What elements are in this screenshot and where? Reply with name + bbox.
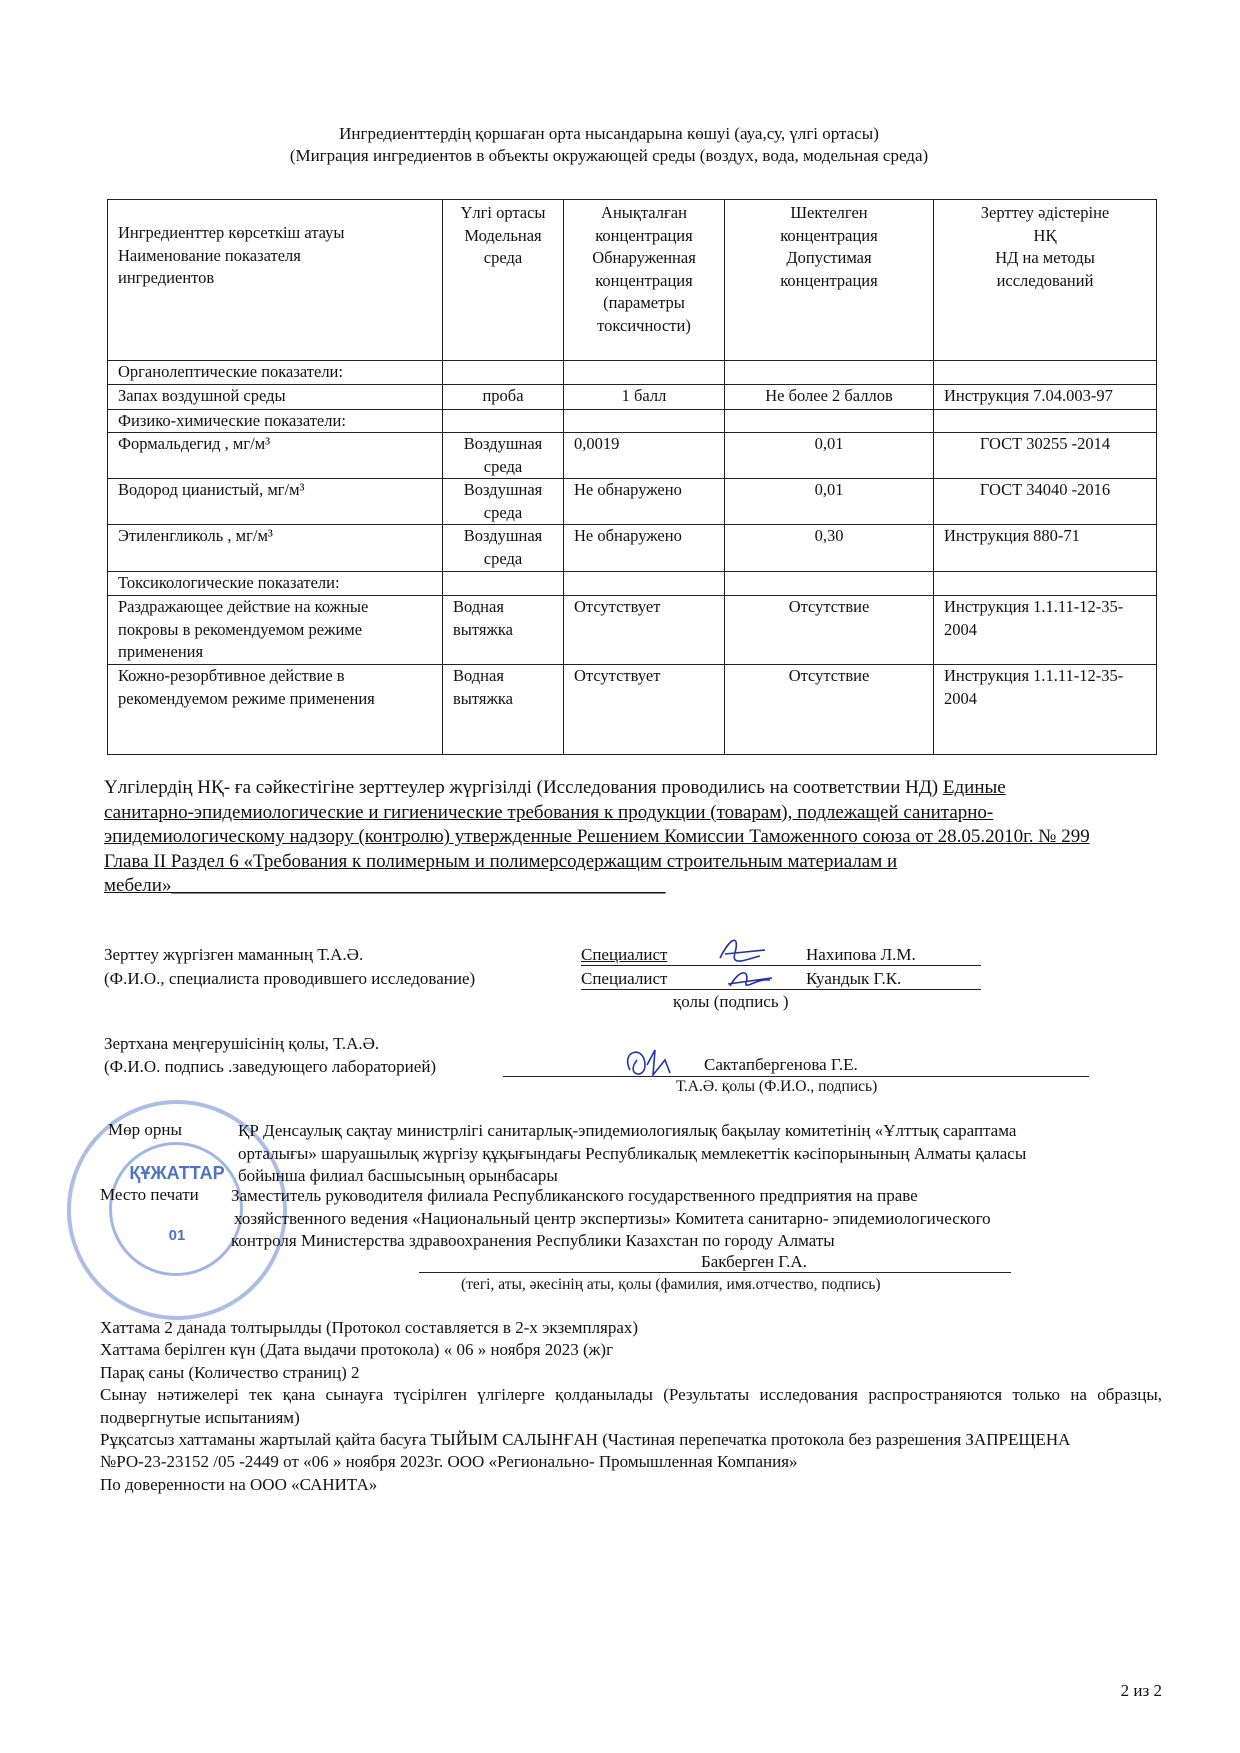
table-cell: 0,01: [725, 433, 934, 479]
seal-label-kz: Мөр орны: [108, 1120, 182, 1139]
table-cell: 0,01: [725, 479, 934, 525]
table-cell: [564, 361, 725, 385]
header-detected: Анықталған концентрация Обнаруженная концентрация (параметры токсичности): [564, 200, 725, 361]
table-cell: Формальдегид , мг/м³: [108, 433, 443, 479]
table-cell: Инструкция 7.04.003-97: [934, 384, 1157, 409]
table-cell: Не более 2 баллов: [725, 384, 934, 409]
table-cell: Воздушная среда: [443, 525, 564, 572]
page-number: 2 из 2: [1120, 1681, 1162, 1700]
table-cell: Запах воздушной среды: [108, 384, 443, 409]
signature-1-icon: [710, 928, 780, 998]
head-lab-label-ru: (Ф.И.О. подпись .заведующего лабораторией): [104, 1057, 437, 1076]
table-cell: Воздушная среда: [443, 433, 564, 479]
table-cell: Кожно-резорбтивное действие в рекомендуемом режиме применения: [108, 665, 443, 755]
table-cell: проба: [443, 384, 564, 409]
table-row: [108, 384, 1157, 409]
specialist-label-ru: (Ф.И.О., специалиста проводившего исследование): [104, 969, 476, 988]
header-name: Ингредиенттер көрсеткіш атауы Наименование показателя ингредиентов: [108, 200, 443, 361]
table-cell: 1 балл: [564, 384, 725, 409]
specialist-1: Специалист Нахипова Л.М.: [581, 945, 916, 964]
table-cell: ГОСТ 34040 -2016: [934, 479, 1157, 525]
seal-text-kz: ҚР Денсаулық сақтау министрлігі санитарлық-эпидемиологиялық бақылау комитетінің «Ұлттық сараптама орталығы» шаруашылық жүргізу құқығындағы Республикалық мемлекеттік кәсіпорынының Алматы қаласы бойынша филиал басшысының орынбасары: [238, 1121, 1027, 1185]
signature-head-icon: [615, 1035, 685, 1095]
seal-label-ru: Место печати: [100, 1185, 199, 1204]
table-row: [108, 572, 1157, 596]
table-cell: Отсутствует: [564, 596, 725, 665]
table-cell: Не обнаружено: [564, 479, 725, 525]
table-cell: Не обнаружено: [564, 525, 725, 572]
table-row: [108, 479, 1157, 525]
stamp-text: ҚҰЖАТТАР: [129, 1163, 225, 1183]
table-cell: [725, 361, 934, 385]
header-methods: Зерттеу әдістеріне НҚ НД на методы исследований: [934, 200, 1157, 361]
head-lab-name: Сактапбергенова Г.Е.: [704, 1055, 858, 1074]
title-kz: Ингредиенттердің қоршаған орта нысандарына көшуі (ауа,су, үлгі ортасы): [339, 124, 879, 143]
table-row: [108, 409, 1157, 433]
specialist-2: Специалист Куандык Г.К.: [581, 969, 902, 988]
table-cell: [725, 409, 934, 433]
seal-caption: (тегі, аты, әкесінің аты, қолы (фамилия, имя.отчество, подпись): [461, 1276, 881, 1293]
table-row: [108, 596, 1157, 665]
specialist-label-kz: Зерттеу жүргізген маманның Т.А.Ә.: [104, 945, 364, 964]
table-row: [108, 433, 1157, 479]
table-cell: [725, 572, 934, 596]
head-lab-label-kz: Зертхана меңгерушісінің қолы, Т.А.Ә.: [104, 1034, 380, 1053]
table-cell: Воздушная среда: [443, 479, 564, 525]
table-cell: Физико-химические показатели:: [108, 409, 443, 433]
table-cell: Водная вытяжка: [443, 665, 564, 755]
table-cell: [443, 361, 564, 385]
table-cell: Органолептические показатели:: [108, 361, 443, 385]
head-lab-caption: Т.А.Ә. қолы (Ф.И.О., подпись): [676, 1078, 878, 1095]
table-cell: Инструкция 1.1.11-12-35-2004: [934, 596, 1157, 665]
signature-caption: қолы (подпись ): [673, 992, 789, 1011]
table-cell: Водная вытяжка: [443, 596, 564, 665]
table-cell: 0,0019: [564, 433, 725, 479]
table-cell: [443, 572, 564, 596]
header-permissible: Шектелген концентрация Допустимая концентрация: [725, 200, 934, 361]
table-cell: Отсутствие: [725, 596, 934, 665]
table-cell: Отсутствие: [725, 665, 934, 755]
table-cell: Этиленгликоль , мг/м³: [108, 525, 443, 572]
seal-text-ru: Заместитель руководителя филиала Республиканского государственного предприятия на праве хозяйственного ведения «Национальный центр экспертизы» Комитета санитарно- эпидемиологического контроля Министерства здравоохранения Республики Казахстан по городу Алматы: [231, 1186, 991, 1250]
table-cell: Раздражающее действие на кожные покровы в рекомендуемом режиме применения: [108, 596, 443, 665]
header-medium: Үлгі ортасы Модельная среда: [443, 200, 564, 361]
table-cell: Инструкция 1.1.11-12-35-2004: [934, 665, 1157, 755]
table-cell: Токсикологические показатели:: [108, 572, 443, 596]
compliance-paragraph: Үлгілердің НҚ- ға сәйкестігіне зерттеулер жүргізілді (Исследования проводились на соответствии НД) Единые санитарно-эпидемиологические и гигиенические требования к продукции (товарам), подлежащей санитарно-эпидемиологическому надзору (контролю) утвержденные Решением Комиссии Таможенного союза от 28.05.2010г. № 299 Глава II Раздел 6 «Требования к полимерным и полимерсодержащим строительным материалам и мебели»____________________________________________________: [104, 777, 1090, 897]
table-cell: [934, 409, 1157, 433]
table-header: [108, 200, 1157, 361]
footer-notes: Хаттама 2 данада толтырылды (Протокол составляется в 2-х экземплярах) Хаттама берілген күн (Дата выдачи протокола) « 06 » ноября 2023 (ж)г Парақ саны (Количество страниц) 2 Сынау нәтижелері тек қана сынауға түсірілген үлгілерге қолданылады (Результаты исследования распространяются только на образцы, подвергнутые испытаниям) Рұқсатсыз хаттаманы жартылай қайта басуға ТЫЙЫМ САЛЫНҒАН (Частиная перепечатка протокола без разрешения ЗАПРЕЩЕНА №РО-23-23152 /05 -2449 от «06 » ноября 2023г. ООО «Регионально- Промышленная Компания» По доверенности на ООО «САНИТА»: [100, 1318, 1162, 1494]
table-cell: Отсутствует: [564, 665, 725, 755]
table-cell: Водород цианистый, мг/м³: [108, 479, 443, 525]
seal-name: Бакберген Г.А.: [701, 1252, 807, 1271]
table-cell: 0,30: [725, 525, 934, 572]
table-row: [108, 665, 1157, 755]
table-cell: [564, 409, 725, 433]
table-row: [108, 525, 1157, 572]
migration-table: [107, 199, 1157, 755]
stamp-number: 01: [168, 1227, 186, 1244]
title-ru: (Миграция ингредиентов в объекты окружающей среды (воздух, вода, модельная среда): [289, 146, 929, 165]
table-cell: Инструкция 880-71: [934, 525, 1157, 572]
table-row: [108, 361, 1157, 385]
table-cell: ГОСТ 30255 -2014: [934, 433, 1157, 479]
table-cell: [564, 572, 725, 596]
table-cell: [934, 572, 1157, 596]
table-cell: [443, 409, 564, 433]
table-cell: [934, 361, 1157, 385]
